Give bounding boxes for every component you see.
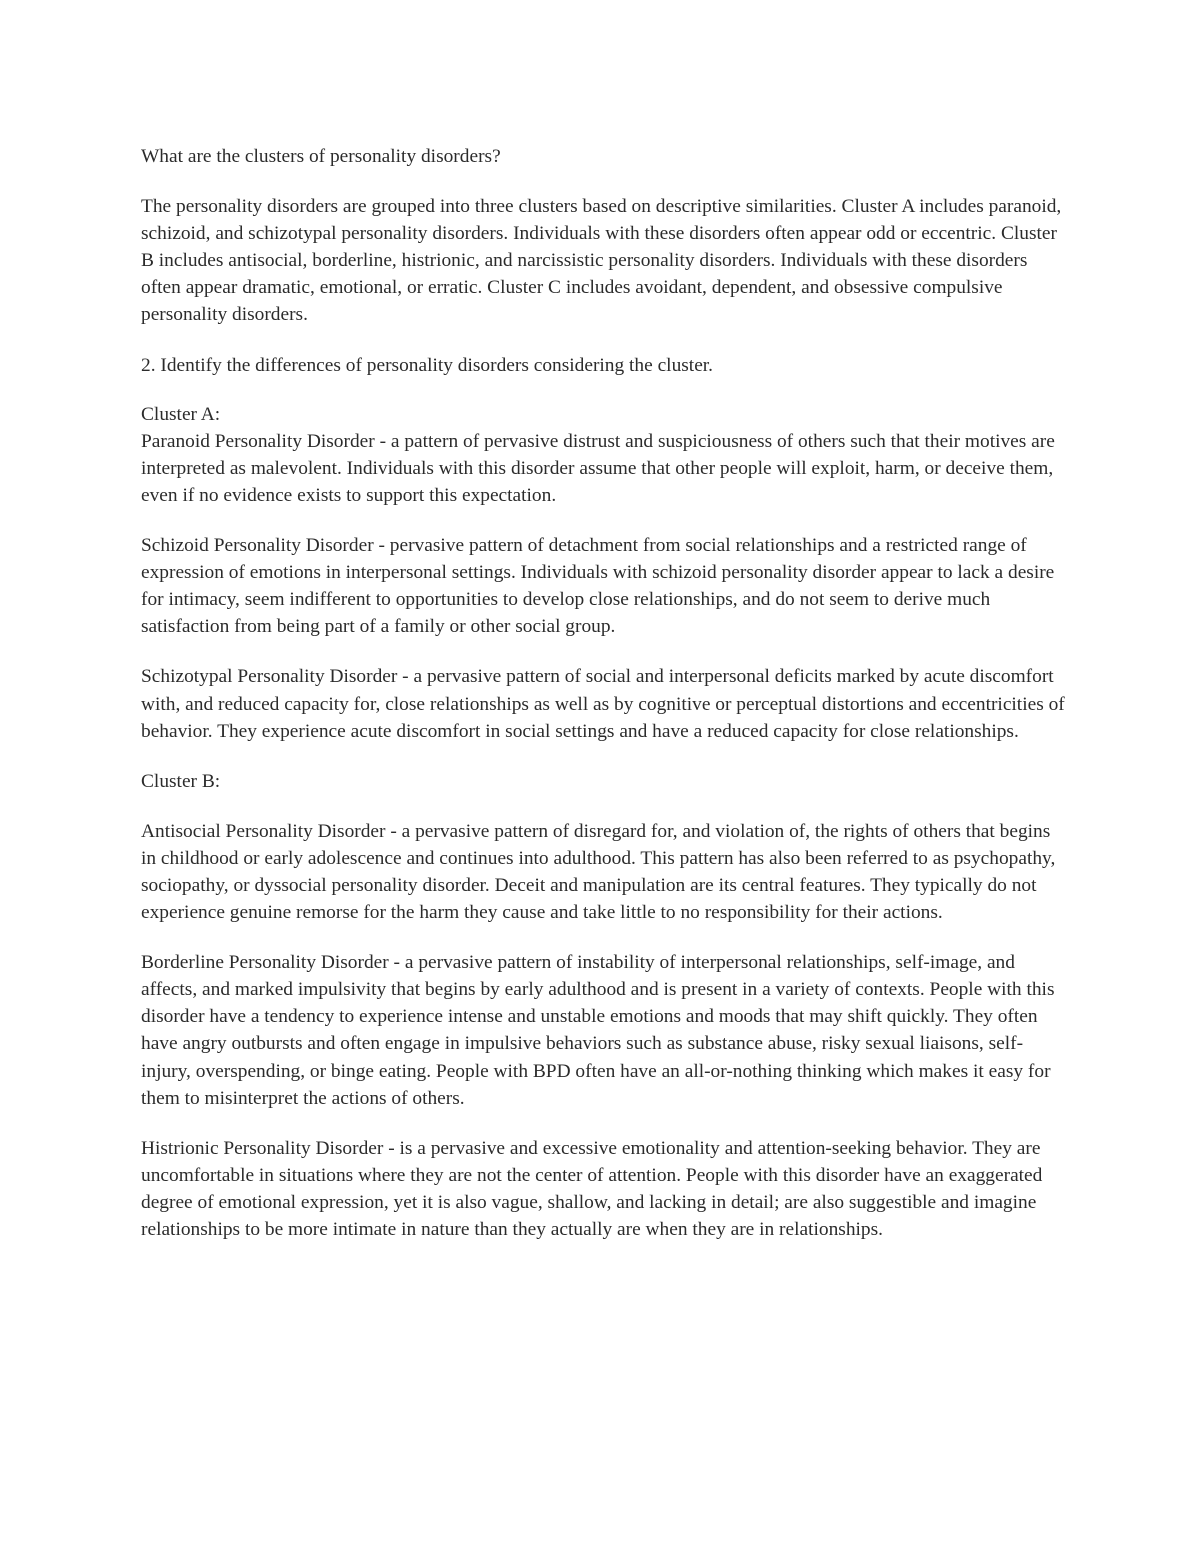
answer-1-paragraph: The personality disorders are grouped into three clusters based on descriptive similarities. Cluster A includes paranoid, schizoid, and schizotypal personality disorders. Individuals with these disorders often appear odd or eccentric. Cluster B includes antisocial, borderline, histrionic, and narcissistic personality disorders. Individuals with these disorders often appear dramatic, emotional, or erratic. Cluster C includes avoidant, dependent, and obsessive compulsive personality disorders. [141,196,1062,326]
question-2: 2. Identify the differences of personality disorders considering the cluster. [141,354,714,376]
schizotypal-paragraph: Schizotypal Personality Disorder - a pervasive pattern of social and interpersonal deficits marked by acute discomfort with, and reduced capacity for, close relationships as well as by cognitive or perceptual distortions and eccentricities of behavior. They experience acute discomfort in social settings and have a reduced capacity for close relationships. [141,666,1065,742]
cluster-b-heading: Cluster B: [141,770,221,792]
borderline-paragraph: Borderline Personality Disorder - a pervasive pattern of instability of interpersonal relationships, self-image, and affects, and marked impulsivity that begins by early adulthood and is present in a variety of contexts. People with this disorder have a tendency to experience intense and unstable emotions and moods that may shift quickly. They often have angry outbursts and often engage in impulsive behaviors such as substance abuse, risky sexual liaisons, self-injury, overspending, or binge eating. People with BPD often have an all-or-nothing thinking which makes it easy for them to misinterpret the actions of others. [141,952,1055,1109]
histrionic-paragraph: Histrionic Personality Disorder - is a pervasive and excessive emotionality and attention-seeking behavior. They are uncomfortable in situations where they are not the center of attention. People with this disorder have an exaggerated degree of emotional expression, yet it is also vague, shallow, and lacking in detail; are also suggestible and imagine relationships to be more intimate in nature than they actually are when they are in relationships. [141,1137,1043,1240]
document-page [141,143,1066,1243]
paranoid-paragraph: Paranoid Personality Disorder - a pattern of pervasive distrust and suspiciousness of others such that their motives are interpreted as malevolent. Individuals with this disorder assume that other people will exploit, harm, or deceive them, even if no evidence exists to support this expectation. [141,430,1055,506]
antisocial-paragraph: Antisocial Personality Disorder - a pervasive pattern of disregard for, and violation of, the rights of others that begins in childhood or early adolescence and continues into adulthood. This pattern has also been referred to as psychopathy, sociopathy, or dyssocial personality disorder. Deceit and manipulation are its central features. They typically do not experience genuine remorse for the harm they cause and take little to no responsibility for their actions. [141,820,1056,924]
cluster-a-heading: Cluster A: [141,403,221,425]
schizoid-paragraph: Schizoid Personality Disorder - pervasive pattern of detachment from social relationships and a restricted range of expression of emotions in interpersonal settings. Individuals with schizoid personality disorder appear to lack a desire for intimacy, seem indifferent to opportunities to develop close relationships, and do not seem to derive much satisfaction from being part of a family or other social group. [141,535,1055,638]
question-1: What are the clusters of personality disorders? [141,146,501,167]
